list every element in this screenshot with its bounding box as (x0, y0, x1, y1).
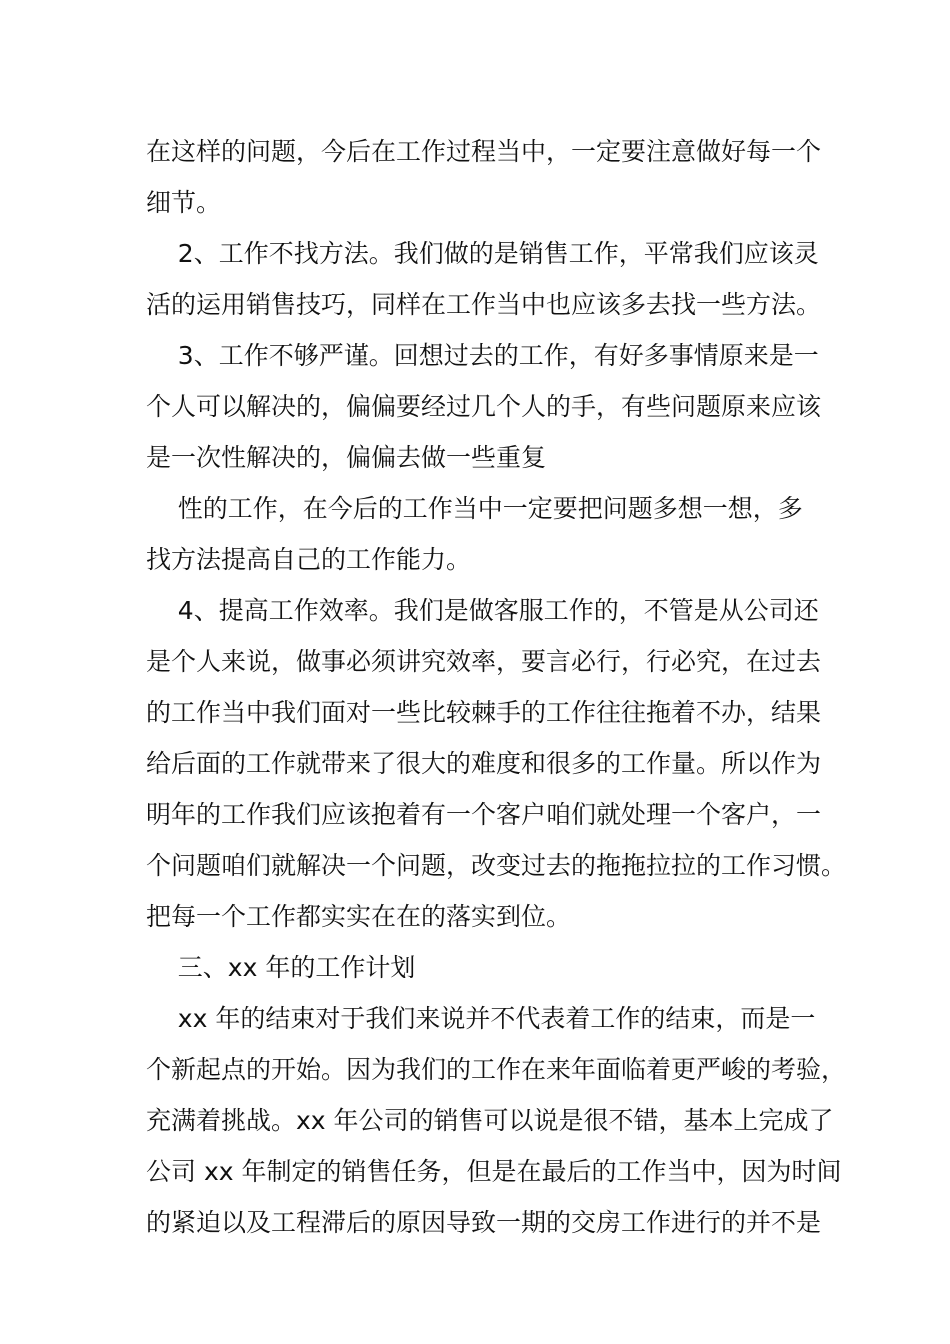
section-heading: 三、xx 年的工作计划 (146, 953, 416, 982)
text-line: 活的运用销售技巧，同样在工作当中也应该多去找一些方法。 (146, 290, 822, 319)
text-line: 把每一个工作都实实在在的落实到位。 (146, 902, 572, 931)
text-line: 个人可以解决的，偏偏要经过几个人的手，有些问题原来应该 (146, 392, 822, 421)
text-line: 是个人来说，做事必须讲究效率，要言必行，行必究，在过去 (146, 647, 822, 676)
text-line: 找方法提高自己的工作能力。 (146, 545, 472, 574)
text-line: 在这样的问题，今后在工作过程当中，一定要注意做好每一个 (146, 137, 822, 166)
text-line: 是一次性解决的，偏偏去做一些重复 (146, 443, 547, 472)
text-line: 4、提高工作效率。我们是做客服工作的，不管是从公司还 (146, 596, 819, 625)
text-line: 3、工作不够严谨。回想过去的工作，有好多事情原来是一 (146, 341, 819, 370)
text-line: 充满着挑战。xx 年公司的销售可以说是很不错，基本上完成了 (146, 1106, 834, 1135)
text-line: 的工作当中我们面对一些比较棘手的工作往往拖着不办，结果 (146, 698, 822, 727)
text-line: 给后面的工作就带来了很大的难度和很多的工作量。所以作为 (146, 749, 822, 778)
text-line: 的紧迫以及工程滞后的原因导致一期的交房工作进行的并不是 (146, 1208, 822, 1237)
text-line: 明年的工作我们应该抱着有一个客户咱们就处理一个客户，一 (146, 800, 822, 829)
text-line: 细节。 (146, 188, 222, 217)
text-line: xx 年的结束对于我们来说并不代表着工作的结束，而是一 (146, 1004, 816, 1033)
text-line: 个问题咱们就解决一个问题，改变过去的拖拖拉拉的工作习惯。 (146, 851, 847, 880)
text-line: 性的工作，在今后的工作当中一定要把问题多想一想，多 (146, 494, 803, 523)
document-body (146, 126, 847, 1248)
text-line: 个新起点的开始。因为我们的工作在来年面临着更严峻的考验， (146, 1055, 847, 1084)
text-line: 2、工作不找方法。我们做的是销售工作，平常我们应该灵 (146, 239, 819, 268)
text-line: 公司 xx 年制定的销售任务，但是在最后的工作当中，因为时间 (146, 1157, 842, 1186)
